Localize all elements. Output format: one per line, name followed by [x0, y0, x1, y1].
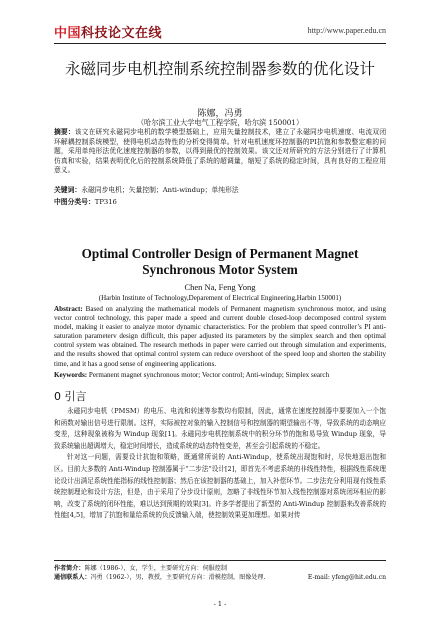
cn-abstract-label: 摘要：	[54, 128, 75, 136]
en-keywords-text: Permanent magnet synchronous motor; Vector control; Anti-windup; Simplex search	[88, 371, 330, 379]
body-paragraph: 永磁同步电机（PMSM）的电压、电流和转速等参数均有限制，因此，通常在速度控制器中要要加入一个饱和函数对输出信号进行限制。这样，实际被控对象的输入控制信号和控制器的期望输出不等，导致系统的动态响应变差，这种现象被称为 Windup 现象[1]。永磁同步电机控制系统中的积分环节的饱和易导致 Windup 现象，导致系统输出超调增大，稳定时间增长，造成系统的动态特性变差，甚至会引起系统的不稳定。	[54, 407, 386, 450]
en-authors: Chen Na, Feng Yong	[184, 282, 256, 292]
header-url[interactable]: http://www.paper.edu.cn	[307, 26, 386, 35]
cn-abstract-text: 该文在研究永磁同步电机的数学模型基础上，应用矢量控制技术，建立了永磁同步电机速度、电流双闭环解耦控制系统模型，使得电机动态特性的分析变得简单。针对电机速度环控制器的PI抗饱和参数整定难的问题，采用单纯形法优化速度控制器的参数，以得到最优的控制效果。该文还对所研究的方法分别进行了计算机仿真和实验，结果表明优化后的控制系统降低了系统的超调量，缩短了系统的稳定时间，具有良好的工程应用意义。	[54, 128, 387, 175]
cn-keywords-label: 关键词：	[54, 186, 82, 194]
cn-abstract	[54, 128, 386, 176]
footnote-author-text: 陈娜（1986-），女，学生，主要研究方向：伺服控制	[84, 565, 227, 572]
page-header	[54, 20, 386, 42]
logo-prefix: 中国	[54, 26, 82, 41]
en-abstract-label: Abstract:	[54, 305, 83, 313]
en-keywords-label: Keywords:	[54, 371, 88, 379]
journal-logo[interactable]	[54, 22, 162, 41]
body-paragraph: 针对这一问题，需要设计抗饱和策略，既通常所说的 Anti-Windup，使系统出现饱和时，尽快地退出饱和区。目前大多数的 Anti-Windup 控制器属于“二步法”设计[2]，即首先不考虑系统的非线性特性，根据线性系统理论设计出满足系统性能指标的线性控制器；然后在该控制器的基础上，加入补偿环节。二步法充分利用现有线性系统控制理论和设计方法，但是，由于采用了分步设计原则，忽略了非线性环节加入线性控制器对系统闭环相应的影响，改变了系统的闭环性能，难以达到预期的效果[3]。许多学者提出了新型的 Anti-Windup 控制器来改善系统的性能[4,5]，增加了抗饱和量给系统的负反馈输入端，使控制效果更加理想。如果对传	[54, 453, 386, 520]
en-abstract	[54, 305, 386, 369]
footnote-contact-text: 冯勇（1962-），男，教授，主要研究方向：滑模控制，图像处理.	[90, 574, 266, 581]
footnote-contact-row	[54, 573, 386, 582]
section-heading: 0 引言	[54, 390, 87, 403]
en-abstract-text: Based on analyzing the mathematical models of Permanent magnetism synchronous motor, and using vector control technology, this paper made a speed and current double closed-loop decomposed control system model, making it easier to analyze motor dynamic characteristics. For the problem that speed controller’s PI anti-saturation parameterv design difficult, this paper adjusted its parameters by the simplex search and then optimal control system was obtained. The research methods in paper were carried out through simulation and experiments, and the results showed that optimal control system can reduce overshoot of the speed loop and shorten the stability time, and it has a good sense of engineering applications.	[54, 305, 387, 368]
en-keywords	[54, 371, 386, 380]
cn-keywords	[54, 186, 386, 196]
footnote-author-row	[54, 564, 386, 573]
cn-affiliation: （哈尔滨工业大学电气工程学院，哈尔滨 150001）	[136, 118, 304, 127]
footnote-rule	[54, 560, 386, 561]
cn-classification-text: TP316	[94, 198, 117, 206]
cn-title: 永磁同步电机控制系统控制器参数的优化设计	[64, 60, 375, 78]
header-rule	[54, 43, 386, 44]
body-text	[54, 406, 386, 522]
footnote	[54, 564, 386, 582]
cn-classification	[54, 198, 386, 208]
footnote-author-label: 作者简介：	[54, 565, 85, 572]
cn-authors: 陈娜，冯勇	[197, 109, 243, 119]
en-affiliation: (Harbin Institute of Technology,Deparement of Electrical Engineering,Harbin 150001)	[98, 294, 342, 302]
page-number: - 1 -	[213, 600, 227, 608]
footnote-email[interactable]: E-mail: yfeng@hit.edu.cn	[307, 574, 386, 581]
cn-classification-label: 中图分类号：	[54, 198, 95, 206]
footnote-contact-label: 通信联系人：	[54, 574, 91, 581]
logo-brand: 科技论文在线	[81, 26, 163, 41]
cn-keywords-text: 永磁同步电机；矢量控制；Anti-windup；单纯形法	[81, 186, 239, 194]
en-title: Optimal Controller Design of Permanent Magnet Synchronous Motor System	[81, 246, 359, 277]
